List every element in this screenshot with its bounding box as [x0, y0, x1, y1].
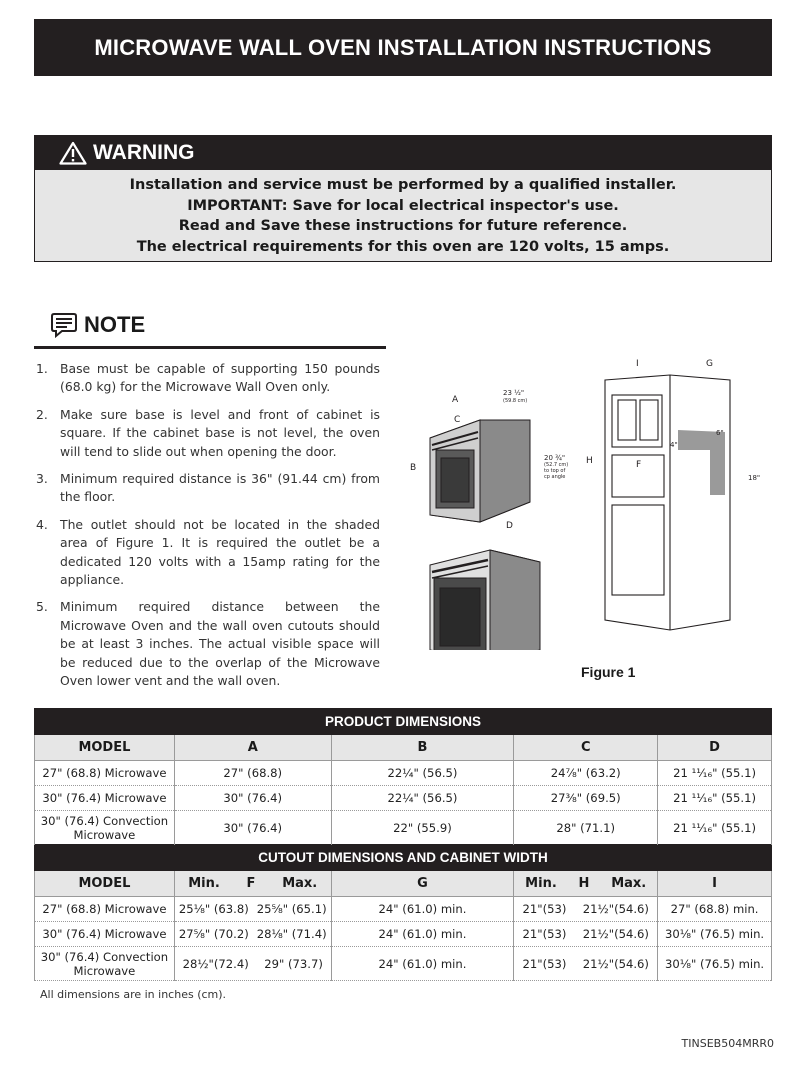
- label-h: H: [586, 456, 593, 466]
- list-item-number: 1.: [36, 361, 48, 376]
- table-cell: 30" (76.4) Microwave: [35, 786, 175, 811]
- warning-triangle-icon: [59, 141, 87, 165]
- table-cell: 27" (68.8) min.: [658, 897, 772, 922]
- installation-figure: [400, 350, 780, 650]
- f-max-value: 28⅛" (71.4): [256, 927, 327, 941]
- list-item: [36, 406, 380, 461]
- list-item-number: 3.: [36, 471, 48, 487]
- f-min-value: 28½"(72.4): [182, 956, 249, 971]
- column-header: A: [174, 735, 331, 761]
- figure-caption: Figure 1: [581, 664, 636, 680]
- footnote: All dimensions are in inches (cm).: [40, 988, 227, 1001]
- column-header: MODEL: [35, 871, 175, 897]
- label-f: F: [636, 460, 642, 470]
- product-dimensions-title: PRODUCT DIMENSIONS: [35, 709, 772, 735]
- h-max-value: 21½"(54.6): [582, 956, 649, 971]
- table-cell: 30⅛" (76.5) min.: [658, 922, 772, 947]
- table-cell: 30" (76.4): [174, 811, 331, 845]
- list-item-text: Base must be capable of supporting 150 pounds (68.0 kg) for the Microwave Wall Oven only.: [60, 361, 380, 395]
- table-row: [35, 811, 772, 845]
- f-min-value: 27⅝" (70.2): [178, 927, 249, 941]
- h-min-header: Min.: [525, 876, 557, 891]
- label-g: G: [706, 359, 713, 369]
- list-item-number: 5.: [36, 599, 48, 615]
- table-cell: 30" (76.4): [174, 786, 331, 811]
- table-cell: 24" (61.0) min.: [331, 922, 514, 947]
- table-cell: 24" (61.0) min.: [331, 897, 514, 922]
- f-min-value: 25⅛" (63.8): [178, 902, 249, 916]
- label-6in: 6": [716, 429, 724, 437]
- warning-box: [34, 135, 772, 262]
- document-code: TINSEB504MRR0: [681, 1037, 774, 1050]
- list-item: [36, 360, 380, 397]
- column-header: B: [331, 735, 514, 761]
- list-item: [36, 516, 380, 590]
- list-item-text: Minimum required distance is 36" (91.44 cm) from the floor.: [60, 471, 380, 505]
- table-row: [35, 786, 772, 811]
- warning-text: [35, 170, 771, 257]
- note-list: [36, 360, 380, 700]
- table-cell: 27" (68.8): [174, 761, 331, 786]
- oven-side-view: [430, 420, 530, 522]
- oven-iso-view: [430, 550, 540, 650]
- table-cell: 30" (76.4) Convection Microwave: [35, 947, 175, 981]
- label-depth-cm: (59.8 cm): [503, 398, 528, 404]
- label-18in: 18": [748, 474, 761, 482]
- warning-header: [35, 136, 771, 170]
- table-cell-h: [514, 922, 658, 947]
- h-max-header: Max.: [611, 876, 647, 891]
- f-header: F: [246, 876, 256, 891]
- warning-label: WARNING: [93, 141, 195, 164]
- table-cell: 22" (55.9): [331, 811, 514, 845]
- warning-line: The electrical requirements for this oven are 120 volts, 15 amps.: [136, 238, 670, 255]
- note-label: NOTE: [84, 312, 146, 337]
- column-header: I: [658, 871, 772, 897]
- label-c: C: [454, 415, 461, 425]
- table-cell-h: [514, 947, 658, 981]
- table-row: [35, 761, 772, 786]
- list-item-number: 2.: [36, 406, 48, 422]
- f-max-value: 29" (73.7): [264, 956, 323, 971]
- cabinet-view: [605, 375, 730, 630]
- column-header: D: [658, 735, 772, 761]
- table-cell-f: [174, 922, 331, 947]
- cutout-dimensions-title: CUTOUT DIMENSIONS AND CABINET WIDTH: [35, 845, 772, 871]
- table-cell: 30⅛" (76.5) min.: [658, 947, 772, 981]
- table-cell: 27" (68.8) Microwave: [35, 897, 175, 922]
- table-cell-f: [174, 897, 331, 922]
- label-4in: 4": [670, 441, 678, 449]
- label-height-cm: (52.7 cm): [544, 462, 569, 468]
- f-min-header: Min.: [188, 876, 220, 891]
- h-min-value: 21"(53): [522, 902, 567, 916]
- list-item-text: The outlet should not be located in the shaded area of Figure 1. It is required the outlet be a dedicated 120 volts with a 15amp rating for the appliance.: [60, 516, 380, 588]
- table-cell: 22¼" (56.5): [331, 786, 514, 811]
- table-cell: 30" (76.4) Convection Microwave: [35, 811, 175, 845]
- table-cell: 21 ¹¹⁄₁₆" (55.1): [658, 761, 772, 786]
- warning-line: Installation and service must be performed by a qualified installer.: [129, 177, 677, 193]
- h-max-value: 21½"(54.6): [582, 927, 649, 941]
- label-height: 20 ¾": [544, 454, 566, 462]
- h-header: H: [578, 876, 590, 891]
- warning-line: Read and Save these instructions for future reference.: [178, 218, 628, 234]
- label-height-note2: cp angle: [544, 474, 566, 480]
- label-a: A: [452, 395, 459, 405]
- table-row: [35, 947, 772, 981]
- label-d: D: [506, 521, 513, 531]
- h-min-value: 21"(53): [522, 956, 567, 971]
- table-row: [35, 922, 772, 947]
- warning-line: IMPORTANT: Save for local electrical inspector's use.: [187, 197, 619, 214]
- table-cell-h: [514, 897, 658, 922]
- table-cell: 30" (76.4) Microwave: [35, 922, 175, 947]
- note-divider: [34, 346, 386, 349]
- list-item-number: 4.: [36, 516, 48, 532]
- page-title: MICROWAVE WALL OVEN INSTALLATION INSTRUCTIONS: [34, 19, 772, 76]
- f-max-header: Max.: [282, 876, 318, 891]
- column-header-f: [174, 871, 331, 897]
- table-cell: 22¼" (56.5): [331, 761, 514, 786]
- table-cell-f: [174, 947, 331, 981]
- column-header: G: [331, 871, 514, 897]
- list-item: [36, 598, 380, 690]
- table-cell: 27⅜" (69.5): [514, 786, 658, 811]
- table-cell: 21 ¹¹⁄₁₆" (55.1): [658, 786, 772, 811]
- list-item-text: Make sure base is level and front of cabinet is square. If the cabinet base is not level, the oven will tend to slide out when opening the door.: [60, 406, 380, 459]
- label-b: B: [410, 463, 417, 473]
- label-i: I: [636, 359, 639, 369]
- h-min-value: 21"(53): [522, 927, 567, 941]
- table-cell: 24" (61.0) min.: [331, 947, 514, 981]
- label-depth: 23 ½": [503, 389, 525, 397]
- list-item-text: Minimum required distance between the Microwave Oven and the wall oven cutouts should be at least 3 inches. The actual visible space will be reduced due to the overlap of the Microwave Oven lower vent and the wall oven.: [60, 599, 380, 689]
- column-header-h: [514, 871, 658, 897]
- table-cell: 27" (68.8) Microwave: [35, 761, 175, 786]
- h-max-value: 21½"(54.6): [582, 902, 649, 916]
- dimensions-table: [34, 708, 772, 981]
- table-cell: 21 ¹¹⁄₁₆" (55.1): [658, 811, 772, 845]
- table-row: [35, 897, 772, 922]
- f-max-value: 25⅝" (65.1): [256, 902, 327, 916]
- label-height-note1: to top of: [544, 468, 566, 474]
- column-header: C: [514, 735, 658, 761]
- table-cell: 24⅞" (63.2): [514, 761, 658, 786]
- list-item: [36, 470, 380, 507]
- note-header: [50, 312, 145, 338]
- column-header: MODEL: [35, 735, 175, 761]
- table-cell: 28" (71.1): [514, 811, 658, 845]
- note-icon: [50, 312, 78, 338]
